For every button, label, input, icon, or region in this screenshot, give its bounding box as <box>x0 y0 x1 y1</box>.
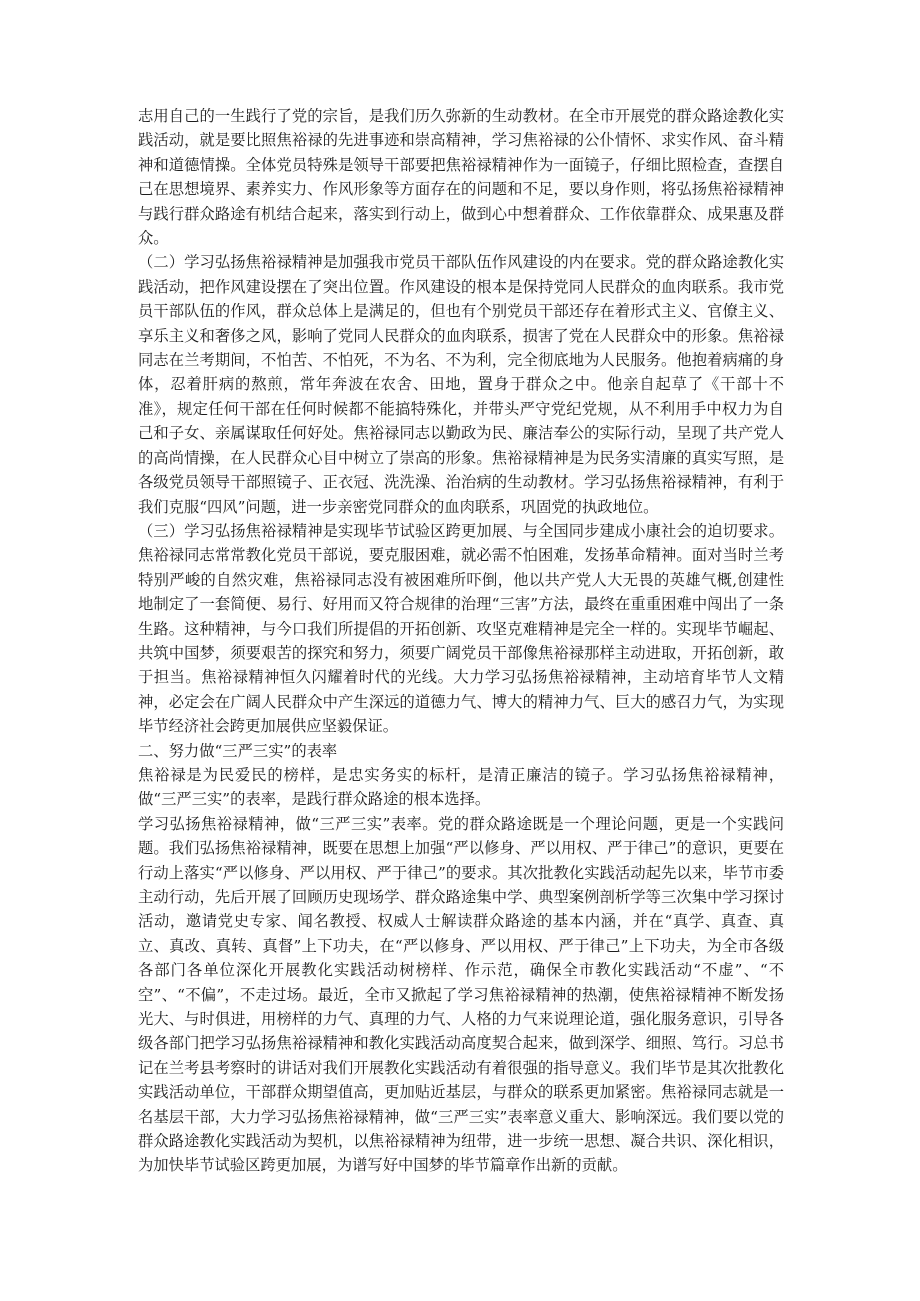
paragraph-intro-continuation: 志用自己的一生践行了党的宗旨，是我们历久弥新的生动教材。在全市开展党的群众路途教化实践活动，就是要比照焦裕禄的先进事迹和崇高精神，学习焦裕禄的公仆情怀、求实作风、奋斗精神和道德情操。全体党员特殊是领导干部要把焦裕禄精神作为一面镜子，仔细比照检查，查摆自己在思想境界、素养实力、作风形象等方面存在的问题和不足，要以身作则，将弘扬焦裕禄精神与践行群众路途有机结合起来，落实到行动上，做到心中想着群众、工作依靠群众、成果惠及群众。 <box>138 107 784 248</box>
section-heading-three-strict: 二、努力做“三严三实”的表率 <box>138 741 338 760</box>
paragraph-practice: 学习弘扬焦裕禄精神，做“三严三实”表率。党的群众路途既是一个理论问题，更是一个实践问题。我们弘扬焦裕禄精神，既要在思想上加强“严以修身、严以用权、严于律己”的意识，更要在行动上落实“严以修身、严以用权、严于律己”的要求。其次批教化实践活动起先以来，毕节市委主动行动，先后开展了回顾历史现场学、群众路途集中学、典型案例剖析学等三次集中学习探讨活动，邀请党史专家、闻名教授、权威人士解读群众路途的基本内涵，并在“真学、真查、真立、真改、真转、真督”上下功夫，在“严以修身、严以用权、严于律己”上下功夫，为全市各级各部门各单位深化开展教化实践活动树榜样、作示范，确保全市教化实践活动“不虚”、“不空”、“不偏”，不走过场。最近，全市又掀起了学习焦裕禄精神的热潮，使焦裕禄精神不断发扬光大、与时俱进，用榜样的力气、真理的力气、人格的力气来说理论道，强化服务意识，引导各级各部门把学习弘扬焦裕禄精神和教化实践活动高度契合起来，做到深学、细照、笃行。习总书记在兰考县考察时的讲话对我们开展教化实践活动有着很强的指导意义。我们毕节是其次批教化实践活动单位，干部群众期望值高，更加贴近基层，与群众的联系更加紧密。焦裕禄同志就是一名基层干部，大力学习弘扬焦裕禄精神，做“三严三实”表率意义重大、影响深远。我们要以党的群众路途教化实践活动为契机，以焦裕禄精神为纽带，进一步统一思想、凝合共识、深化相识，为加快毕节试验区跨更加展，为谱写好中国梦的毕节篇章作出新的贡献。 <box>138 814 784 1175</box>
paragraph-section-2-style: （二）学习弘扬焦裕禄精神是加强我市党员干部队伍作风建设的内在要求。党的群众路途教化实践活动，把作风建设摆在了突出位置。作风建设的根本是保持党同人民群众的血肉联系。我市党员干部队伍的作风，群众总体上是满足的，但也有个别党员干部还存在着形式主义、官僚主义、享乐主义和奢侈之风，影响了党同人民群众的血肉联系，损害了党在人民群众中的形象。焦裕禄同志在兰考期间，不怕苦、不怕死，不为名、不为利，完全彻底地为人民服务。他抱着病痛的身体，忍着肝病的熬煎，常年奔波在农舍、田地，置身于群众之中。他亲自起草了《干部十不准》，规定任何干部在任何时候都不能搞特殊化，并带头严守党纪党规，从不利用手中权力为自己和子女、亲属谋取任何好处。焦裕禄同志以勤政为民、廉洁奉公的实际行动，呈现了共产党人的高尚情操，在人民群众心目中树立了崇高的形象。焦裕禄精神是为民务实清廉的真实写照，是各级党员领导干部照镜子、正衣冠、洗洗澡、治治病的生动教材。学习弘扬焦裕禄精神，有利于我们克服“四风”问题，进一步亲密党同群众的血肉联系，巩固党的执政地位。 <box>138 253 784 516</box>
paragraph-role-model: 焦裕禄是为民爱民的榜样，是忠实务实的标杆，是清正廉洁的镜子。学习弘扬焦裕禄精神，做“三严三实”的表率，是践行群众路途的根本选择。 <box>138 765 784 809</box>
document-body <box>138 104 784 1178</box>
paragraph-section-3-goals: （三）学习弘扬焦裕禄精神是实现毕节试验区跨更加展、与全国同步建成小康社会的迫切要求。焦裕禄同志常常教化党员干部说，要克服困难，就必需不怕困难，发扬革命精神。面对当时兰考特别严峻的自然灾难，焦裕禄同志没有被困难所吓倒，他以共产党人大无畏的英雄气概,创建性地制定了一套简便、易行、好用而又符合规律的治理“三害”方法，最终在重重困难中闯出了一条生路。这种精神，与今口我们所提倡的开拓创新、攻坚克难精神是完全一样的。实现毕节崛起、共筑中国梦，须要艰苦的探究和努力，须要广阔党员干部像焦裕禄那样主动进取，开拓创新，敢于担当。焦裕禄精神恒久闪耀着时代的光线。大力学习弘扬焦裕禄精神，主动培育毕节人文精神，必定会在广阔人民群众中产生深远的道德力气、博大的精神力气、巨大的感召力气，为实现毕节经济社会跨更加展供应坚毅保证。 <box>138 521 784 736</box>
